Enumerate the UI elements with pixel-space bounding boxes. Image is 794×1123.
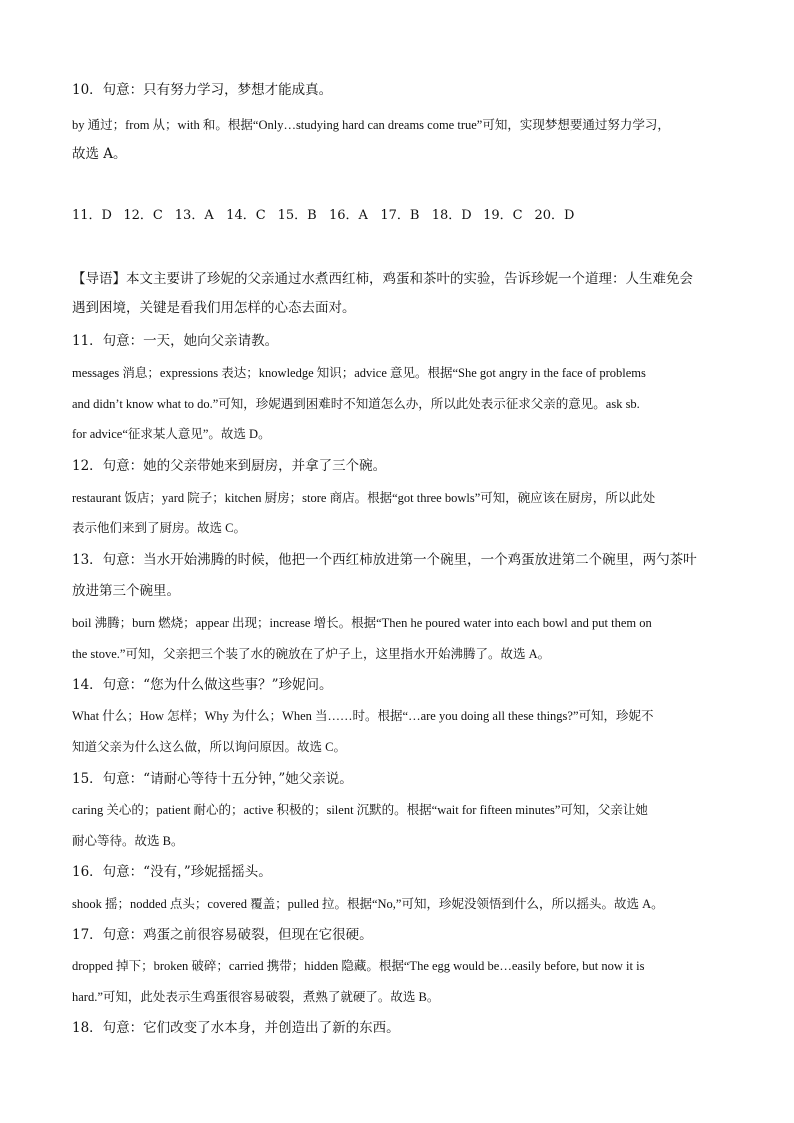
q14-explanation-line1: What 什么；How 怎样；Why 为什么；When 当……时。根据“…are you doing all these things?”可知，珍妮不 <box>72 709 654 723</box>
q17-title: 17．句意：鸡蛋之前很容易破裂，但现在它很硬。 <box>72 927 373 943</box>
answer-16: 16．A <box>328 208 368 223</box>
q13-title-line1: 13．句意：当水开始沸腾的时候，他把一个西红柿放进第一个碗里，一个鸡蛋放进第二个碗里，两勺茶叶 <box>72 552 697 568</box>
q11-explanation-line3: for advice“征求某人意见”。故选 D。 <box>72 427 271 441</box>
q17-explanation-line1: dropped 掉下；broken 破碎；carried 携带；hidden 隐藏。根据“The egg would be…easily before, but now it is <box>72 959 645 973</box>
q17-explanation-line2: hard.”可知，此处表示生鸡蛋很容易破裂，煮熟了就硬了。故选 B。 <box>72 990 440 1004</box>
q15-title: 15．句意：“请耐心等待十五分钟，”她父亲说。 <box>72 771 353 787</box>
q13-explanation-line1: boil 沸腾；burn 燃烧；appear 出现；increase 增长。根据“Then he poured water into each bowl and put them on <box>72 616 652 630</box>
answer-11: 11．D <box>72 208 112 223</box>
answer-15: 15．B <box>277 208 317 223</box>
answer-14: 14．C <box>226 208 266 223</box>
q13-explanation-line2: the stove.”可知，父亲把三个装了水的碗放在了炉子上，这里指水开始沸腾了。故选 A。 <box>72 647 551 661</box>
q11-explanation-line2: and didn’t know what to do.”可知，珍妮遇到困难时不知道怎么办，所以此处表示征求父亲的意见。ask sb. <box>72 397 640 411</box>
q14-explanation-line2: 知道父亲为什么这么做，所以询问原因。故选 C。 <box>72 740 346 754</box>
q13-title-line2: 放进第三个碗里。 <box>72 583 180 599</box>
q16-explanation-line1: shook 摇；nodded 点头；covered 覆盖；pulled 拉。根据“No,”可知，珍妮没领悟到什么，所以摇头。故选 A。 <box>72 897 664 911</box>
q18-title: 18．句意：它们改变了水本身，并创造出了新的东西。 <box>72 1020 400 1036</box>
q10-explanation-line1: by 通过；from 从；with 和。根据“Only…studying hard can dreams come true”可知，实现梦想要通过努力学习， <box>72 118 670 132</box>
answer-19: 19．C <box>483 208 523 223</box>
q11-title: 11．句意：一天，她向父亲请教。 <box>72 333 279 349</box>
q14-title: 14．句意：“您为什么做这些事？”珍妮问。 <box>72 677 333 693</box>
intro-line1: 【导语】本文主要讲了珍妮的父亲通过水煮西红柿，鸡蛋和茶叶的实验，告诉珍妮一个道理：人生难免会 <box>72 271 693 287</box>
answer-18: 18．D <box>431 208 472 223</box>
answer-key-row <box>72 207 586 225</box>
answer-17: 17．B <box>380 208 420 223</box>
q10-title: 10．句意：只有努力学习，梦想才能成真。 <box>72 82 333 98</box>
answer-13: 13．A <box>174 208 214 223</box>
q12-explanation-line1: restaurant 饭店；yard 院子；kitchen 厨房；store 商店。根据“got three bowls”可知，碗应该在厨房，所以此处 <box>72 491 656 505</box>
q10-explanation-line2: 故选 A。 <box>72 146 127 162</box>
intro-line2: 遇到困境，关键是看我们用怎样的心态去面对。 <box>72 300 356 316</box>
q16-title: 16．句意：“没有，”珍妮摇摇头。 <box>72 864 272 880</box>
answer-12: 12．C <box>123 208 163 223</box>
q15-explanation-line2: 耐心等待。故选 B。 <box>72 834 184 848</box>
q12-title: 12．句意：她的父亲带她来到厨房，并拿了三个碗。 <box>72 458 387 474</box>
q15-explanation-line1: caring 关心的；patient 耐心的；active 积极的；silent 沉默的。根据“wait for fifteen minutes”可知，父亲让她 <box>72 803 648 817</box>
answer-20: 20．D <box>534 208 575 223</box>
q12-explanation-line2: 表示他们来到了厨房。故选 C。 <box>72 521 246 535</box>
q11-explanation-line1: messages 消息；expressions 表达；knowledge 知识；advice 意见。根据“She got angry in the face of problems <box>72 366 646 380</box>
